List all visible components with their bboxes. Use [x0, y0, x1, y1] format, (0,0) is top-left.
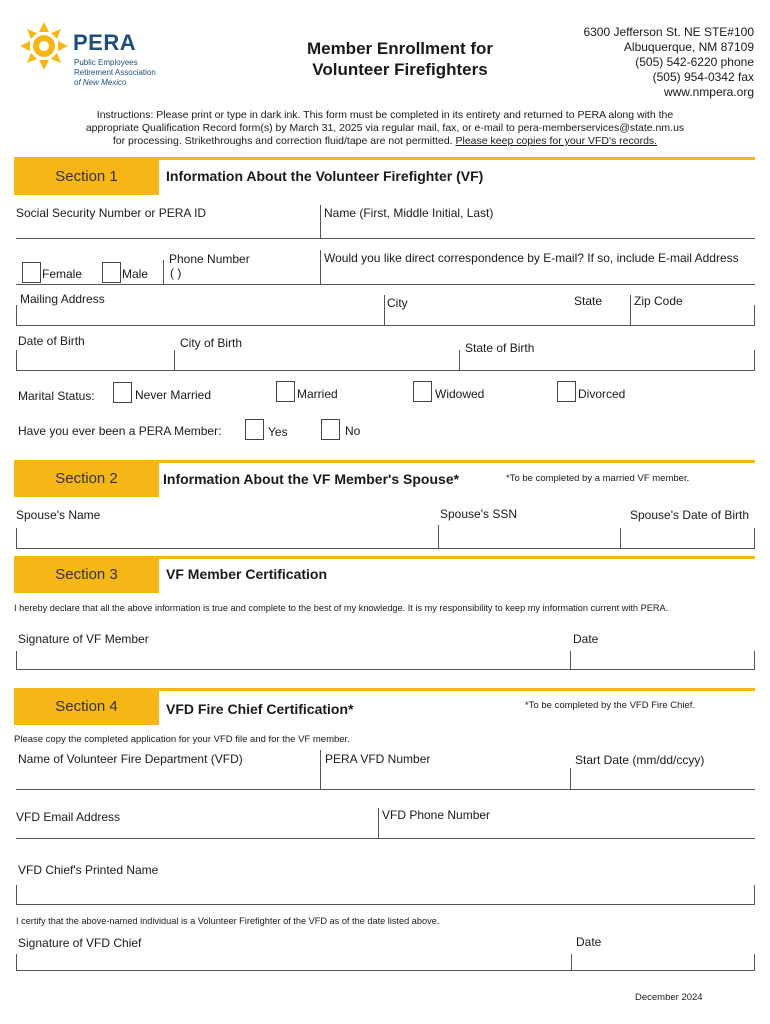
vfd-email-phone-divider: [378, 808, 379, 838]
address-city-divider: [384, 295, 385, 325]
mailing-address-field[interactable]: [16, 325, 755, 326]
spouse-name-label: Spouse's Name: [16, 508, 101, 522]
vf-sig-left-edge: [16, 651, 17, 669]
section2-note: *To be completed by a married VF member.: [506, 473, 690, 484]
section2-heading: Information About the VF Member's Spouse*: [163, 471, 460, 487]
chief-name-left-edge: [16, 885, 17, 904]
marital-status-label: Marital Status:: [18, 389, 95, 403]
vfd-number-date-divider: [570, 768, 571, 789]
spouse-name-ssn-divider: [438, 525, 439, 548]
spouse-right-edge: [754, 528, 755, 548]
address-fax: (505) 954-0342 fax: [652, 70, 754, 84]
vfd-name-field[interactable]: [16, 789, 755, 790]
widowed-label: Widowed: [435, 387, 485, 401]
dob-label: Date of Birth: [18, 334, 85, 348]
pera-member-no-checkbox[interactable]: [321, 419, 340, 440]
gender-phone-divider: [163, 260, 164, 284]
married-checkbox[interactable]: [276, 381, 295, 402]
vf-signature-field[interactable]: [16, 669, 755, 670]
email-question: Would you like direct correspondence by E-mail? If so, include E-mail Address: [324, 251, 739, 265]
section1-heading: Information About the Volunteer Firefighter (VF): [166, 168, 484, 184]
address-phone: (505) 542-6220 phone: [635, 55, 754, 69]
phone-email-divider: [320, 250, 321, 284]
city-state-birth-divider: [459, 350, 460, 370]
male-checkbox[interactable]: [102, 262, 121, 283]
pera-member-yes-label: Yes: [268, 425, 288, 439]
address-right-edge: [754, 305, 755, 325]
section4-heading: VFD Fire Chief Certification*: [166, 701, 354, 717]
mailing-address-label: Mailing Address: [20, 292, 105, 306]
spouse-ssn-dob-divider: [620, 528, 621, 548]
ssn-name-divider: [320, 205, 321, 238]
state-of-birth-label: State of Birth: [465, 341, 535, 355]
vfd-email-label: VFD Email Address: [16, 810, 121, 824]
state-label: State: [574, 294, 603, 308]
divorced-label: Divorced: [578, 387, 626, 401]
chief-sig-date-divider: [571, 954, 572, 970]
birth-left-edge: [16, 350, 17, 370]
copy-note: Please copy the completed application for your VFD file and for the VF member.: [14, 734, 350, 745]
vfd-phone-label: VFD Phone Number: [382, 808, 491, 822]
form-title: [280, 38, 520, 80]
male-label: Male: [122, 267, 149, 281]
vfd-name-label: Name of Volunteer Fire Department (VFD): [18, 752, 243, 766]
female-label: Female: [42, 267, 83, 281]
vf-sig-date-divider: [570, 651, 571, 669]
spouse-field[interactable]: [16, 548, 755, 549]
zip-label: Zip Code: [634, 294, 683, 308]
address-line-1: 6300 Jefferson St. NE STE#100: [583, 25, 754, 39]
instructions-line-3: [20, 135, 750, 148]
name-label: Name (First, Middle Initial, Last): [324, 206, 494, 220]
vfd-name-number-divider: [320, 750, 321, 789]
never-married-label: Never Married: [135, 388, 212, 402]
section4-note: *To be completed by the VFD Fire Chief.: [525, 700, 696, 711]
form-title-line-2: Volunteer Firefighters: [312, 60, 488, 79]
section3-tab: Section 3: [14, 556, 159, 593]
address-line-2: Albuquerque, NM 87109: [623, 40, 754, 54]
pera-member-question: Have you ever been a PERA Member:: [18, 424, 222, 438]
chief-date-label: Date: [576, 935, 602, 949]
vf-date-label: Date: [573, 632, 599, 646]
dob-city-divider: [174, 350, 175, 370]
org-tagline-3: of New Mexico: [74, 78, 127, 87]
spouse-ssn-label: Spouse's SSN: [440, 507, 517, 521]
org-name: PERA: [73, 30, 137, 55]
widowed-checkbox[interactable]: [413, 381, 432, 402]
chief-name-field[interactable]: [16, 904, 755, 905]
address-website[interactable]: www.nmpera.org: [663, 85, 754, 99]
phone-label: Phone Number: [169, 252, 250, 266]
pera-member-yes-checkbox[interactable]: [245, 419, 264, 440]
spouse-dob-label: Spouse's Date of Birth: [630, 508, 750, 522]
female-checkbox[interactable]: [22, 262, 41, 283]
pera-member-no-label: No: [345, 424, 361, 438]
name-field[interactable]: [320, 238, 755, 239]
section1-tab: Section 1: [14, 158, 159, 195]
pera-vfd-number-label: PERA VFD Number: [325, 752, 431, 766]
vf-declaration: I hereby declare that all the above information is true and complete to the best of my knowledge. It is my responsibility to keep my information current with PERA.: [14, 603, 669, 613]
instructions-line-3-text: for processing. Strikethroughs and correction fluid/tape are not permitted.: [112, 135, 453, 147]
birth-field[interactable]: [16, 370, 755, 371]
chief-signature-field[interactable]: [16, 970, 755, 971]
state-zip-divider: [630, 295, 631, 325]
chief-name-label: VFD Chief's Printed Name: [18, 863, 159, 877]
chief-sig-left-edge: [16, 954, 17, 970]
phone-format[interactable]: ( ): [170, 266, 182, 280]
pera-logo: [18, 18, 178, 93]
section3-heading: VF Member Certification: [166, 566, 328, 582]
org-tagline-1: Public Employees: [74, 58, 138, 67]
chief-signature-label: Signature of VFD Chief: [18, 936, 142, 950]
instructions-keep-copies: Please keep copies for your VFD's records.: [455, 135, 658, 147]
form-title-line-1: Member Enrollment for: [306, 39, 494, 58]
instructions: [20, 109, 750, 148]
divorced-checkbox[interactable]: [557, 381, 576, 402]
vfd-email-field[interactable]: [16, 838, 755, 839]
ssn-field[interactable]: [16, 238, 320, 239]
instructions-line-1: Instructions: Please print or type in dark ink. This form must be completed in its entirety and returned to PERA along with the: [96, 109, 674, 121]
footer-date: December 2024: [635, 992, 703, 1003]
ssn-label: Social Security Number or PERA ID: [16, 206, 207, 220]
birth-right-edge: [754, 350, 755, 370]
city-of-birth-label: City of Birth: [180, 336, 243, 350]
spouse-left-edge: [16, 528, 17, 548]
section4-tab: Section 4: [14, 688, 159, 725]
vf-signature-label: Signature of VF Member: [18, 632, 149, 646]
sun-logo-icon: [18, 20, 70, 72]
city-label: City: [387, 296, 408, 310]
org-tagline-2: Retirement Association: [74, 68, 156, 77]
vf-sig-right-edge: [754, 651, 755, 669]
chief-sig-right-edge: [754, 954, 755, 970]
address-left-edge: [16, 305, 17, 325]
section2-tab: Section 2: [14, 460, 159, 497]
pera-address: [583, 25, 754, 100]
instructions-line-2: appropriate Qualification Record form(s) by March 31, 2025 via regular mail, fax, or e-mail to pera-memberservices@state.nm.us: [85, 122, 685, 134]
never-married-checkbox[interactable]: [113, 382, 132, 403]
chief-certify-statement: I certify that the above-named individual is a Volunteer Firefighter of the VFD as of the date listed above.: [16, 916, 440, 926]
phone-email-field[interactable]: [16, 284, 755, 285]
chief-name-right-edge: [754, 885, 755, 904]
married-label: Married: [297, 387, 338, 401]
start-date-label: Start Date (mm/dd/ccyy): [575, 753, 705, 767]
